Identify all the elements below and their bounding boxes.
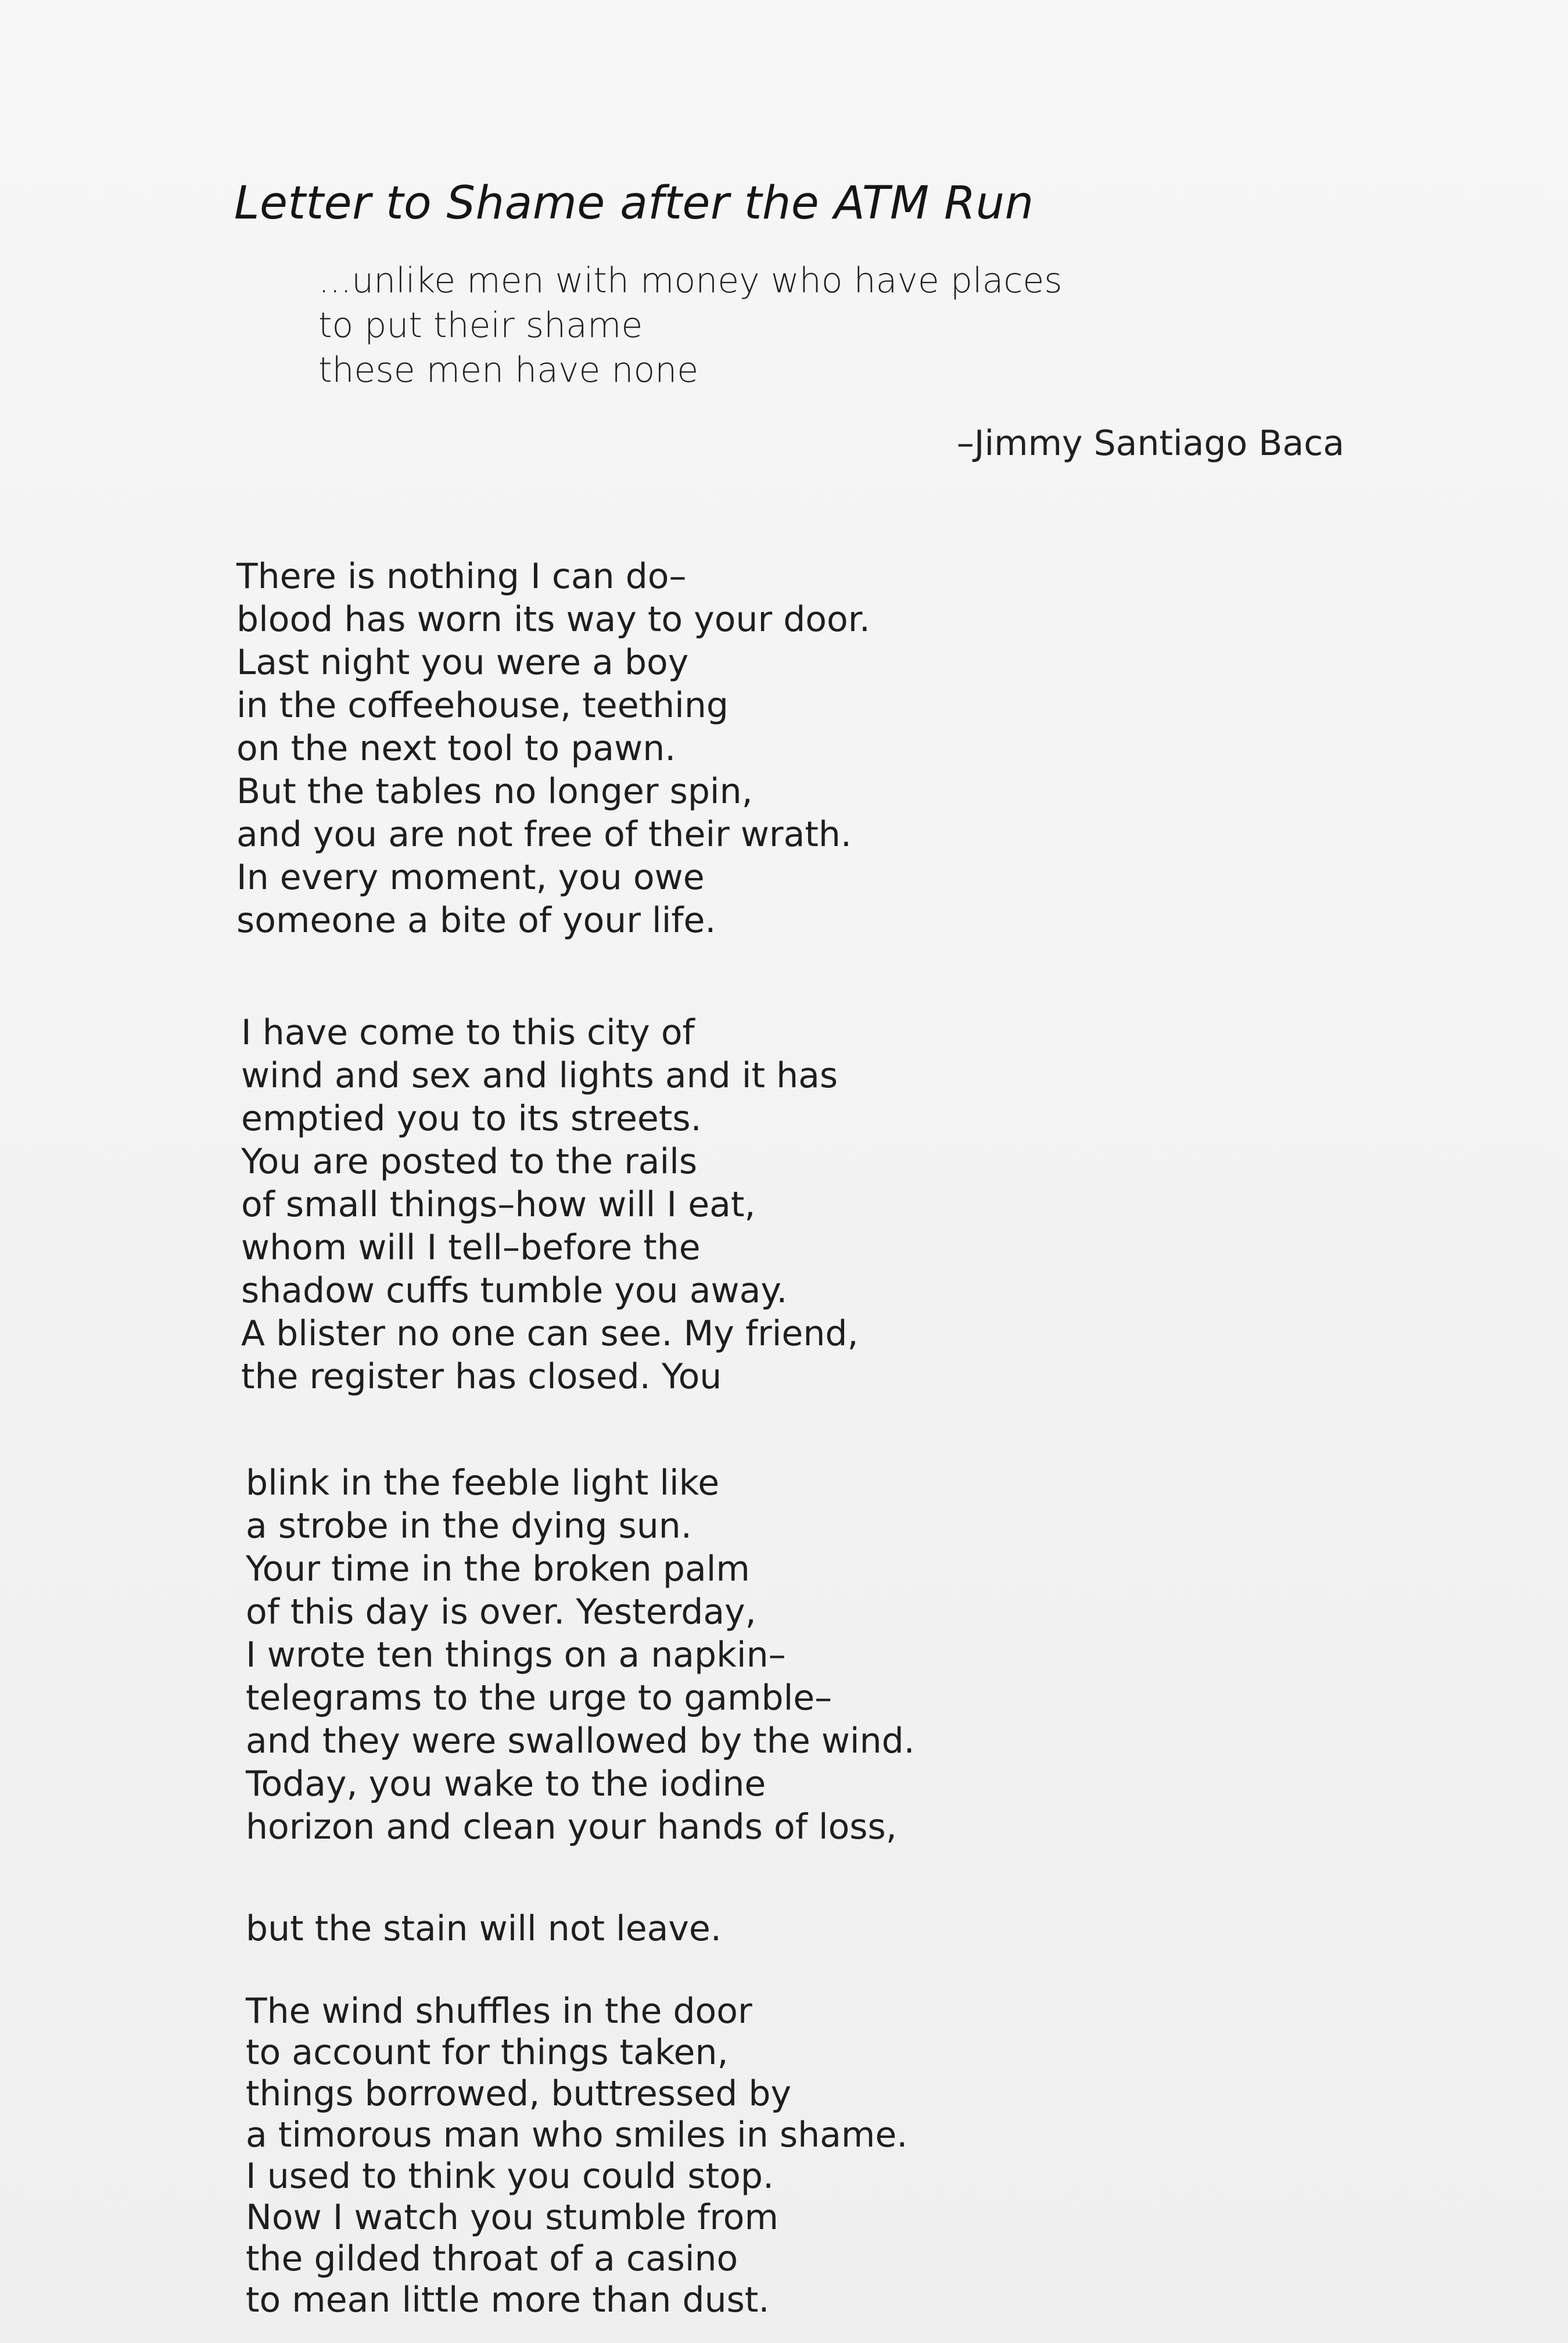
poem-line: I used to think you could stop. bbox=[246, 2156, 774, 2197]
poem-line: The wind shuffles in the door bbox=[246, 1991, 752, 2032]
poem-line: There is nothing I can do– bbox=[236, 556, 687, 597]
poem-line: A blister no one can see. My friend, bbox=[241, 1313, 859, 1354]
poem-line: but the stain will not leave. bbox=[246, 1908, 722, 1949]
poem-line: shadow cuffs tumble you away. bbox=[241, 1270, 788, 1311]
stanza-4 bbox=[246, 1907, 722, 1950]
poem-line: I wrote ten things on a napkin– bbox=[246, 1635, 786, 1675]
poem-line: blood has worn its way to your door. bbox=[236, 599, 870, 640]
poem-line: Now I watch you stumble from bbox=[246, 2197, 778, 2238]
poem-line: emptied you to its streets. bbox=[241, 1098, 702, 1139]
poem-line: wind and sex and lights and it has bbox=[241, 1055, 838, 1096]
poem-line: blink in the feeble light like bbox=[246, 1463, 720, 1503]
poem-line: In every moment, you owe bbox=[236, 857, 705, 898]
poem-title: Letter to Shame after the ATM Run bbox=[234, 177, 1034, 230]
poem-line: whom will I tell–before the bbox=[241, 1227, 701, 1268]
poem-line: Last night you were a boy bbox=[236, 642, 689, 683]
poem-line: on the next tool to pawn. bbox=[236, 728, 676, 769]
poem-line: of this day is over. Yesterday, bbox=[246, 1592, 756, 1632]
epigraph-attribution: –Jimmy Santiago Baca bbox=[956, 423, 1344, 464]
epigraph-line: to put their shame bbox=[318, 305, 643, 346]
poem-line: the register has closed. You bbox=[241, 1356, 722, 1397]
stanza-1 bbox=[236, 555, 870, 942]
poem-line: a strobe in the dying sun. bbox=[246, 1506, 692, 1546]
poem-line: Your time in the broken palm bbox=[246, 1549, 750, 1589]
poem-line: someone a bite of your life. bbox=[236, 900, 716, 941]
poem-line: I have come to this city of bbox=[241, 1012, 695, 1053]
poem-line: a timorous man who smiles in shame. bbox=[246, 2115, 908, 2155]
epigraph bbox=[318, 259, 1063, 393]
poem-line: Today, you wake to the iodine bbox=[246, 1764, 766, 1804]
poem-line: the gilded throat of a casino bbox=[246, 2238, 738, 2279]
poem-line: But the tables no longer spin, bbox=[236, 771, 753, 812]
stanza-5 bbox=[246, 1991, 907, 2321]
poem-line: and they were swallowed by the wind. bbox=[246, 1721, 915, 1761]
poem-line: horizon and clean your hands of loss, bbox=[246, 1807, 897, 1847]
stanza-3 bbox=[246, 1461, 915, 1848]
poem-line: things borrowed, buttressed by bbox=[246, 2073, 791, 2114]
poem-line: You are posted to the rails bbox=[241, 1141, 698, 1182]
poem-line: to account for things taken, bbox=[246, 2032, 729, 2073]
epigraph-line: these men have none bbox=[318, 350, 699, 390]
poem-line: and you are not free of their wrath. bbox=[236, 814, 852, 855]
stanza-2 bbox=[241, 1011, 859, 1398]
epigraph-line: ...unlike men with money who have places bbox=[318, 260, 1063, 301]
poem-line: telegrams to the urge to gamble– bbox=[246, 1678, 833, 1718]
poem-line: to mean little more than dust. bbox=[246, 2280, 770, 2320]
poem-line: in the coffeehouse, teething bbox=[236, 685, 729, 726]
poem-line: of small things–how will I eat, bbox=[241, 1184, 756, 1225]
